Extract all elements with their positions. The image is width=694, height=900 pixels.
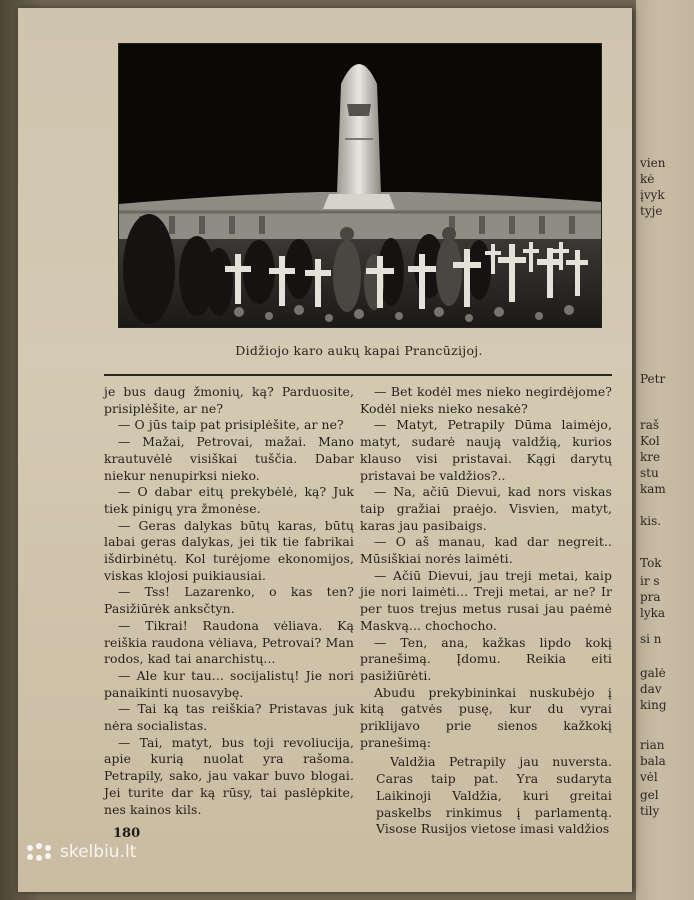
adjacent-page-text: raš (640, 418, 660, 432)
adjacent-page-text: tyje (640, 204, 663, 218)
adjacent-page-text: pra (640, 590, 661, 604)
paragraph: je bus daug žmonių, ką? Parduosite, prisiplėšite, ar ne? (104, 384, 354, 416)
watermark-dots-icon (24, 842, 54, 862)
paragraph: — Ten, ana, kažkas lipdo kokį pranešimą. Įdomu. Reikia eiti pasižiūrėti. (360, 634, 612, 683)
adjacent-page-text: kam (640, 482, 666, 496)
adjacent-page-text: si n (640, 632, 662, 646)
paragraph: — Mažai, Petrovai, mažai. Mano krautuvėlė visiškai tuščia. Dabar niekur nenupirksi nieko. (104, 434, 354, 483)
page-number: 180 (113, 826, 141, 841)
section-divider (104, 374, 612, 376)
adjacent-page-text: Tok (640, 556, 662, 570)
adjacent-page-text: kis. (640, 514, 662, 528)
adjacent-page-text: lyka (640, 606, 666, 620)
adjacent-page-text: kė (640, 172, 655, 186)
watermark (24, 842, 136, 862)
paragraph: — O dabar eitų prekybėlė, ką? Juk tiek pinigų yra žmonėse. (104, 484, 354, 516)
paragraph: — Tikrai! Raudona vėliava. Ką reiškia raudona vėliava, Petrovai? Man rodos, kad tai anarchistų... (104, 617, 354, 667)
paragraph: — Tai, matyt, bus toji revoliucija, apie kurią nuolat yra rašoma. Petrapily, sako, jau vakar buvo blogai. Jei turite dar ką rūsy, tai paslėpkite, nes kainos kils. (104, 734, 354, 817)
adjacent-page-text: bala (640, 754, 666, 768)
paragraph: — Ale kur tau... socijalistų! Jie nori panaikinti nuosavybę. (104, 667, 354, 700)
adjacent-page-edge (636, 0, 694, 900)
quoted-notice: Valdžia Petrapily jau nuversta. Caras taip pat. Yra sudaryta Laikinoji Valdžia, kuri greitai paskelbs rinkimus į parlamentą. Visose Rusijos vietose imasi valdžios (376, 754, 612, 837)
adjacent-page-text: tily (640, 804, 660, 818)
photo-war-graves (118, 43, 602, 328)
paragraph: — Matyt, Petrapily Dūma laimėjo, matyt, sudarė naują valdžią, kurios klauso visi pristavai. Kągi darytų pristavai be valdžios?.. (360, 417, 612, 483)
adjacent-page-text: gel (640, 788, 659, 802)
adjacent-page-text: Petr (640, 372, 666, 386)
paragraph: — O aš manau, kad dar negreit.. Mūsiškiai norės laimėti. (360, 534, 612, 567)
paragraph: — Tai ką tas reiškia? Pristavas juk nėra socialistas. (104, 701, 354, 734)
paragraph: — Ačiū Dievui, jau treji metai, kaip jie nori laimėti... Treji metai, ar ne? Ir per tuos trejus metus rusai jau paėmė Maskvą... chochocho. (360, 567, 612, 633)
adjacent-page-text: Kol (640, 434, 660, 448)
war-graves-photo (119, 44, 601, 327)
adjacent-page-text: įvyk (640, 188, 665, 202)
paragraph: — Na, ačiū Dievui, kad nors viskas taip gražiai praėjo. Visvien, matyt, karas jau pasibaigs. (360, 484, 612, 533)
paragraph: — Tss! Lazarenko, o kas ten? Pasižiūrėk anksčtyn. (104, 584, 354, 617)
paragraph: — O jūs taip pat prisiplėšite, ar ne? (118, 417, 344, 433)
adjacent-page-text: galė (640, 666, 666, 680)
adjacent-page-text: ir s (640, 574, 660, 588)
watermark-text: skelbiu.lt (60, 842, 137, 862)
paragraph: — Geras dalykas būtų karas, būtų labai geras dalykas, jei tik tie fabrikai išdirbinėtų. Kol turėjome ekonomijos, viskas klojosi puikiausiai. (104, 517, 354, 583)
adjacent-page-text: dav (640, 682, 662, 696)
adjacent-page-text: rian (640, 738, 665, 752)
adjacent-page-text: king (640, 698, 667, 712)
text-column-right (360, 384, 612, 838)
paragraph: — Bet kodėl mes nieko negirdėjome? Kodėl nieks nieko nesakė? (360, 384, 612, 416)
adjacent-page-text: vien (640, 156, 666, 170)
photo-caption: Didžiojo karo aukų kapai Prancūzijoj. (235, 343, 483, 358)
paragraph: Abudu prekybininkai nuskubėjo į kitą gatvės pusę, kur du vyrai priklijavo prie sienos kažkokį pranešimą: (360, 684, 612, 750)
text-column-left (104, 384, 354, 818)
adjacent-page-text: vėl (640, 770, 658, 784)
adjacent-page-text: stu (640, 466, 659, 480)
adjacent-page-text: kre (640, 450, 661, 464)
